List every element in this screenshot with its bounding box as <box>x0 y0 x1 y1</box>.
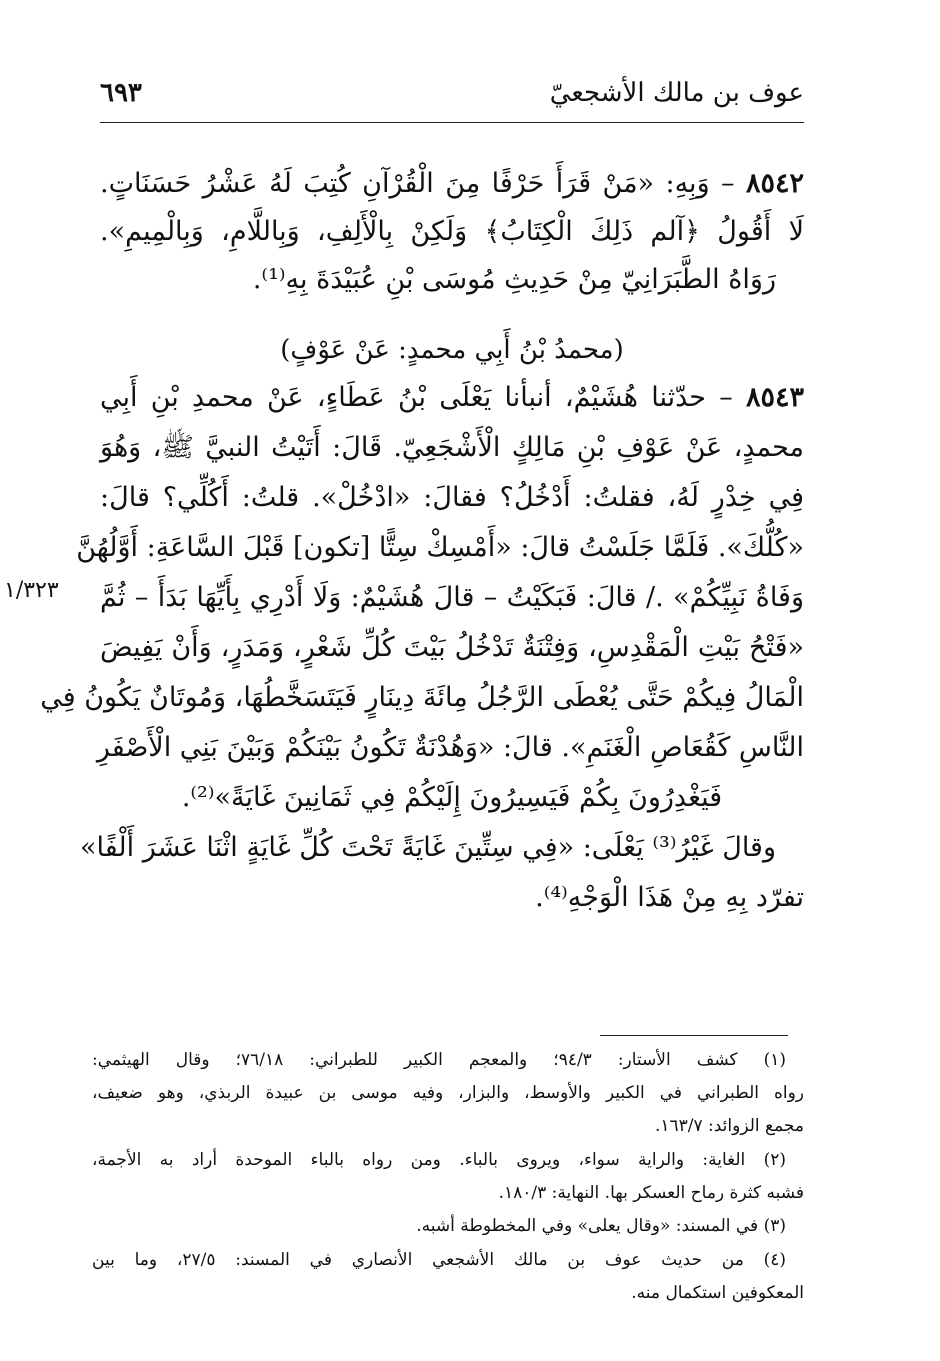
hadith-8543-line-11: تفرّد بِهِ مِنْ هَذَا الْوَجْهِ⁽⁴⁾. <box>535 882 804 913</box>
hadith-8543-line-10: وقالَ غَيْرُ⁽³⁾ يَعْلَى: «فِي سِتِّينَ غَايَةً تَحْتَ كُلِّ غَايَةٍ اثْنَا عَشَرَ أَلْفًا» <box>80 832 776 863</box>
hadith-8543-line-3: فِي خِدْرٍ لَهُ، فقلتُ: أَدْخُلُ؟ فقالَ: «ادْخُلْ». قلتُ: أَكُلِّي؟ قالَ: <box>100 482 805 513</box>
hadith-number: ٨٥٤٣ <box>745 382 804 413</box>
hadith-text: – وَبِهِ: «مَنْ قَرَأَ حَرْفًا مِنَ الْقُرْآنِ كُتِبَ لَهُ عَشْرُ حَسَنَاتٍ. <box>100 168 735 199</box>
running-title: عوف بن مالك الأشجعيّ <box>549 78 804 108</box>
footnote-3-line-1: (٣) في المسند: «وقال يعلى» وفي المخطوطة أشبه. <box>416 1216 786 1236</box>
page-header <box>100 78 804 118</box>
hadith-8543-line-5: وَفَاةُ نَبِيِّكُمْ» ./ قالَ: فَبَكَيْتُ – قالَ هُشَيْمٌ: وَلَا أَدْرِي بِأَيِّهَا بَدَأَ – ثُمَّ <box>100 582 804 613</box>
footnote-1-line-3: مجمع الزوائد: ١٦٣/٧. <box>654 1116 804 1136</box>
page-number: ٦٩٣ <box>100 78 142 108</box>
hadith-8542-line-2: لَا أَقُولُ ﴿آلم ذَلِكَ الْكِتَابُ﴾ وَلَكِنْ بِالْأَلِفِ، وَبِاللَّامِ، وَبِالْمِيمِ». <box>100 216 804 247</box>
footnote-2-line-2: فشبه كثرة رماح العسكر بها. النهاية: ١٨٠/٣. <box>498 1183 804 1203</box>
hadith-8542-line-1 <box>100 170 804 197</box>
footnote-4-line-1: (٤) من حديث عوف بن مالك الأشجعي الأنصاري في المسند: ٢٧/٥، وما بين <box>92 1250 787 1270</box>
hadith-number: ٨٥٤٢ <box>745 168 804 199</box>
hadith-8543-line-6: «فَتْحُ بَيْتِ الْمَقْدِسِ، وَفِتْنَةٌ تَدْخُلُ بَيْتَ كُلِّ شَعْرٍ، وَمَدَرٍ، وَأَنْ يَفِيضَ <box>100 632 804 663</box>
footnote-2-line-1: (٢) الغاية: والراية سواء، ويروى بالباء. ومن رواه بالباء الموحدة أراد به الأجمة، <box>92 1150 786 1170</box>
hadith-8543-line-7: الْمَالُ فِيكُمْ حَتَّى يُعْطَى الرَّجُلُ مِائَةَ دِينَارٍ فَيَتَسَخَّطُهَا، وَمُوتَانٌ يَكُونُ فِي <box>40 682 804 713</box>
hadith-8543-line-4: «كُلُّكَ». فَلَمَّا جَلَسْتُ قالَ: «أَمْسِكْ سِتًّا [تكون] قَبْلَ السَّاعَةِ: أَوَّلُهُنَّ <box>76 532 804 563</box>
hadith-8543-line-2: محمدٍ، عَنْ عَوْفِ بْنِ مَالِكٍ الْأَشْجَعِيّ. قَالَ: أَتَيْتُ النبيَّ ﷺ، وَهُوَ <box>100 432 804 463</box>
hadith-8543-line-1 <box>100 384 804 411</box>
hadith-8543-line-9: فَيَغْدِرُونَ بِكُمْ فَيَسِيرُونَ إِلَيْكُمْ فِي ثَمَانِينَ غَايَةً»⁽²⁾. <box>181 782 723 813</box>
hadith-8542-line-3: رَوَاهُ الطَّبَرَانِيّ مِنْ حَدِيثِ مُوسَى بْنِ عُبَيْدَةَ بِهِ⁽¹⁾. <box>252 264 776 295</box>
hadith-8543-line-8: النَّاسِ كَقُعَاصِ الْغَنَمِ». قالَ: «وَهُدْنَةٌ تَكُونُ بَيْنَكُمْ وَبَيْنَ بَنِي الْأَصْفَرِ <box>96 732 804 763</box>
hadith-text: – حدّثنا هُشَيْمٌ، أنبأنا يَعْلَى بْنُ عَطَاءٍ، عَنْ محمدِ بْنِ أَبِي <box>100 382 733 413</box>
section-heading: (محمدُ بْنُ أَبِي محمدٍ: عَنْ عَوْفٍ) <box>280 335 624 365</box>
footnote-4-line-2: المعكوفين استكمال منه. <box>631 1283 804 1303</box>
margin-reference: ١/٣٢٣ <box>4 578 59 603</box>
footnote-1-line-2: رواه الطبراني في الكبير والأوسط، والبزار، وفيه موسى بن عبيدة الربذي، وهو ضعيف، <box>92 1083 804 1103</box>
header-rule <box>100 122 804 123</box>
footnote-1-line-1: (١) كشف الأستار: ٩٤/٣؛ والمعجم الكبير للطبراني: ٧٦/١٨؛ وقال الهيثمي: <box>92 1050 787 1070</box>
footnote-rule <box>600 1035 788 1036</box>
